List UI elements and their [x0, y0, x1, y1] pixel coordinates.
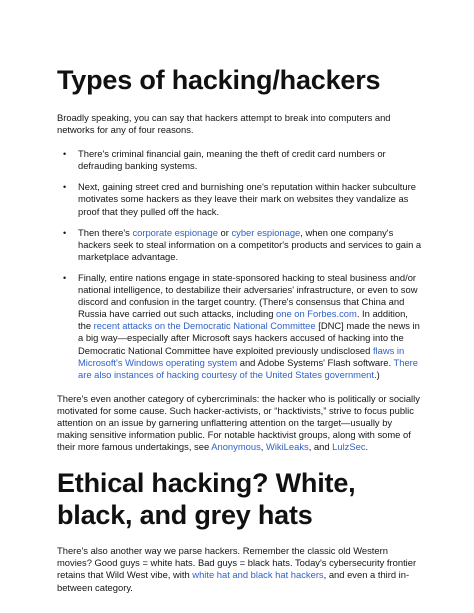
link-cyber-espionage[interactable]: cyber espionage — [231, 226, 301, 238]
bullet-icon: • — [63, 149, 67, 160]
link-windows-flaws[interactable]: flaws in Microsoft's Windows operating system — [78, 344, 405, 368]
list-item-street-cred — [57, 181, 423, 217]
link-dnc-attacks[interactable]: recent attacks on the Democratic National Committee — [93, 320, 316, 332]
bullet-icon: • — [63, 272, 67, 283]
list-item-text: There's criminal financial gain, meaning the theft of credit card numbers or defrauding banking systems. — [78, 148, 386, 172]
list-item-espionage — [57, 227, 423, 263]
paragraph-text: . — [365, 441, 369, 453]
list-item-financial-gain — [57, 148, 423, 172]
paragraph-text: There's also another way we parse hackers. Remember the classic old Western movies? Good guys = white hats. Bad guys = black hats. Today's cybersecurity frontier retains that Wild West vibe, with — [57, 545, 417, 581]
list-item-text: Finally, entire nations engage in state-sponsored hacking to steal business and/or national intelligence, to destabilize their adversaries' infrastructure, or even to sow discord and confusion in the target country. (There's consensus that China and Russia have carried out such attacks, including — [78, 271, 418, 320]
list-item-text: Then there's — [78, 226, 133, 238]
link-forbes-attack[interactable]: one on Forbes.com — [276, 308, 357, 320]
list-item-text: , when one company's hackers seek to steal information on a competitor's products and services to gain a marketplace advantage. — [78, 226, 422, 262]
list-item-text: or — [217, 226, 232, 238]
document-body — [57, 64, 423, 594]
link-white-black-hat-hackers[interactable]: white hat and black hat hackers — [192, 569, 324, 581]
link-us-government-hacking[interactable]: There are also instances of hacking courtesy of the United States government — [78, 356, 419, 380]
paragraph-text: , and — [308, 441, 333, 453]
heading-types-of-hacking: Types of hacking/hackers — [57, 65, 381, 95]
list-item-text: [DNC] made the news in a big way—especially after Microsoft says hackers accused of hacking into the Democratic National Committee have exploited previously undisclosed — [78, 320, 420, 356]
link-anonymous[interactable]: Anonymous — [211, 441, 261, 453]
list-item-text: . In addition, the — [78, 308, 408, 332]
hacktivist-paragraph — [57, 393, 423, 453]
paragraph-text: , and even a third in-between category. — [57, 569, 410, 593]
paragraph-text: There's even another category of cybercriminals: the hacker who is politically or socially motivated for some cause. Such hacker-activists, or “hacktivists,” strive to focus public attention on an issue by garnering unflattering attention on the target—usually by making sensitive information public. For notable hacktivist groups, along with some of their more famous undertakings, see — [57, 392, 420, 453]
list-item-text: and Adobe Systems' Flash software. — [237, 356, 394, 368]
reasons-list — [57, 148, 423, 381]
link-lulzsec[interactable]: LulzSec — [332, 441, 366, 453]
intro-paragraph: Broadly speaking, you can say that hackers attempt to break into computers and networks for any of four reasons. — [57, 112, 391, 136]
paragraph-text: , — [260, 441, 266, 453]
link-corporate-espionage[interactable]: corporate espionage — [132, 226, 218, 238]
link-wikileaks[interactable]: WikiLeaks — [265, 441, 309, 453]
bullet-icon: • — [63, 227, 67, 238]
list-item-text: Next, gaining street cred and burnishing one's reputation within hacker subculture motivates some hackers as they leave their mark on websites they vandalize as proof that they pulled off the hack. — [78, 181, 416, 217]
bullet-icon: • — [63, 182, 67, 193]
list-item-text: .) — [374, 368, 380, 380]
heading-ethical-hacking: Ethical hacking? White, black, and grey hats — [57, 468, 356, 531]
hats-paragraph — [57, 545, 423, 593]
list-item-state-sponsored — [57, 272, 423, 381]
